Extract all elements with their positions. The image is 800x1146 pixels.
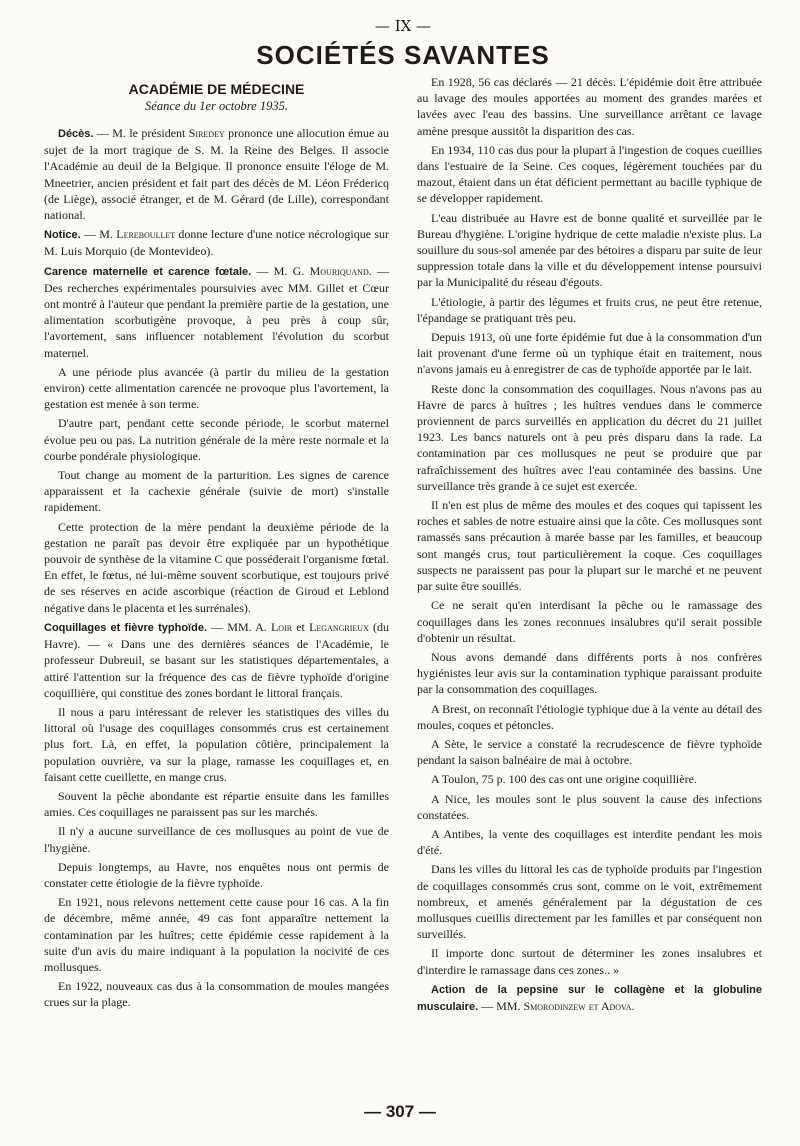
body-paragraph: En 1921, nous relevons nettement cette cause pour 16 cas. A la fin de décembre, même année, 49 cas font apparaître nettement la contamination par les huîtres; cette épidémie cesse rapidement à la suite d'un avis du maire indiquant à la population la nocivité de ces mollusques.	[44, 895, 389, 974]
body-paragraph: Souvent la pêche abondante est répartie ensuite dans les familles amies. Ces coquillages ne paraissent pas sur les marchés.	[44, 788, 389, 820]
body-paragraph: A Toulon, 75 p. 100 des cas ont une origine coquillière.	[431, 772, 697, 787]
body-paragraph: Il nous a paru intéressant de relever les statistiques des villes du littoral où l'usage des coquillages consommés crus est certainement plus fort. Là, en effet, la population côtière, principalement la population ouvrière, va sur la plage, ramasse les coquillages et, en faisant cette cueillette, en mange crus.	[44, 704, 389, 784]
academy-heading: ACADÉMIE DE MÉDECINE	[128, 81, 305, 97]
body-paragraph: A une période plus avancée (à partir du milieu de la gestation environ) cette alimentation carencée ne provoque plus l'avortement, la gestation est menée à son terme.	[44, 364, 389, 412]
coquillages-heading: Coquillages et fièvre typhoïde.	[44, 621, 207, 634]
body-paragraph: Depuis longtemps, au Havre, nos enquêtes nous ont permis de constater cette étiologie de la fièvre typhoïde.	[44, 859, 389, 890]
person-name: Legangrieux	[309, 619, 369, 634]
coquillages-paragraph: Coquillages et fièvre typhoïde. — MM. A. Loir et Legangrieux (du Havre). — « Dans une des dernières séances de l'Académie, le professeur Dubreuil, se basant sur les statistiques départementales, a attiré l'attention sur la fréquence des cas de fièvre typhoïde d'origine coquillière, qui constitue des zones bordant le littoral français.	[44, 619, 389, 700]
body-paragraph: Ce ne serait qu'en interdisant la pêche ou le ramassage des coquillages dans les zones reconnues insalubres qu'il serait possible d'obtenir un résultat.	[417, 598, 762, 645]
body-paragraph: L'eau distribuée au Havre est de bonne qualité et surveillée par le Bureau d'hygiène. L'origine hydrique de cette maladie n'existe plus. La souillure du sous-sol amenée par des bétoires a disparu par suite de leur suppression totale dans la ville et du développement intense poursuivi par la Municipalité du réseau d'égouts.	[417, 210, 762, 290]
body-paragraph: L'étiologie, à partir des légumes et fruits crus, ne peut être retenue, l'épandage se pratiquant très peu.	[417, 294, 762, 325]
body-paragraph: Cette protection de la mère pendant la deuxième période de la gestation ne paraît pas devoir être expliquée par un hypothétique pouvoir de synthèse de la vitamine C que posséderait l'organisme fœtal. En effet, le fœtus, né lui-même souvent scorbutique, est toujours privé de ses réserves en acide ascorbique (réaction de Giroud et Leblond négative dans le placenta et les surrénales).	[44, 519, 389, 615]
person-name: Smorodinzew et Adova.	[523, 998, 635, 1013]
body-paragraph: A Sète, le service a constaté la recrudescence de fièvre typhoïde pendant la saison balnéaire de mai à octobre.	[417, 736, 762, 768]
body-paragraph: Il n'y a aucune surveillance de ces mollusques au point de vue de l'hygiène.	[44, 824, 389, 855]
notice-heading: Notice.	[44, 229, 81, 242]
body-paragraph: Reste donc la consommation des coquillages. Nous n'avons pas au Havre de parcs à huîtres ; les huîtres vendues dans le commerce proviennent de parcs surveillés en application du décret du 21 juillet 1923. Les bancs naturels ont à peu près disparu dans la rade. La contamination par ces mollusques ne peut se produire que par rafraîchissement des huîtres avec l'eau contaminée des bassins. Une surveillance très grande à ce sujet est exercée.	[417, 381, 762, 493]
body-paragraph: Dans les villes du littoral les cas de typhoïde produits par l'ingestion de coquillages consommés crus sont, comme on le voit, extrêmement nombreux, et amenés généralement par la dégustation de ces mollusques cueillis directement par les familles et par conséquent non surveillés.	[417, 862, 762, 942]
body-paragraph: A Antibes, la vente des coquillages est interdite pendant les mois d'été.	[417, 826, 762, 858]
body-paragraph: En 1934, 110 cas dus pour la plupart à l'ingestion de coques cueillies dans l'estuaire de la Seine. Ces coques, légèrement touchées par du mazout, étaient dans un état déficient permettant au bacille typhique de se développer rapidement.	[417, 142, 762, 206]
person-name: Siredey	[188, 126, 225, 140]
section-title: SOCIÉTÉS SAVANTES	[256, 40, 550, 70]
deces-paragraph: Décès. — M. le président Siredey prononce une allocution émue au sujet de la mort tragique de S. M. la Reine des Belges. Il associe l'Académie au deuil de la Belgique. Il prononce ensuite l'éloge de M. Mneetrier, ancien président et fait part des décès de M. Léon Frédericq (de Liège), associé étranger, et de M. Gérard (de Lille), correspondant national.	[44, 126, 389, 223]
body-paragraph: A Nice, les moules sont le plus souvent la cause des infections constatées.	[417, 791, 762, 822]
person-name: Mouriquand.	[309, 263, 372, 278]
body-paragraph: Depuis 1913, où une forte épidémie fut due à la consommation d'un lait provenant d'une ferme où un typhique était en traitement, nous n'avons jamais eu à enregistrer de cas de typhoïde apportée par le lait.	[417, 330, 762, 377]
right-column	[417, 74, 762, 1018]
body-paragraph: Nous avons demandé dans différents ports à nos confrères hygiénistes leur avis sur la contamination typhique paraissant produite par la consommation des coquillages.	[417, 649, 762, 697]
body-paragraph: D'autre part, pendant cette seconde période, le scorbut maternel évolue peu ou pas. La nutrition générale de la mère reste normale et la courbe pondérale physiologique.	[44, 416, 389, 463]
body-paragraph: Il importe donc surtout de déterminer les zones insalubres et d'interdire le ramassage dans ces zones.. »	[417, 946, 762, 977]
session-date: Séance du 1er octobre 1935.	[145, 99, 288, 113]
person-name: Loir	[270, 619, 293, 634]
carence-heading: Carence maternelle et carence fœtale.	[44, 265, 252, 278]
page-number: — 307 —	[364, 1102, 436, 1121]
roman-folio: — IX —	[374, 17, 432, 35]
action-paragraph: Action de la pepsine sur le collagène et la globuline musculaire. — MM. Smorodinzew et Adova.	[417, 983, 762, 1013]
left-column	[44, 74, 389, 1018]
person-name: Lereboullet	[116, 227, 176, 242]
body-paragraph: En 1922, nouveaux cas dus à la consommation de moules mangées crues sur la plage.	[44, 979, 389, 1010]
body-paragraph: En 1928, 56 cas déclarés — 21 décès. L'épidémie doit être attribuée au lavage des moules apportées au moment des grandes marées et lavées avec l'eau des bassins. Une surveillance arrêtant ce lavage amène presque aussitôt la disparition des cas.	[417, 75, 762, 138]
deces-heading: Décès.	[58, 128, 94, 140]
body-paragraph: Il n'en est plus de même des moules et des coques qui tapissent les roches et sables de notre estuaire ainsi que la côte. Ces mollusques sont ramassés sans précaution à marée basse par les familles, et beaucoup sont mangés crus, tout particulièrement la coque. Ces coquillages suspects ne paraissent pas pour la plupart sur le marché et ne peuvent par suite être souillés.	[417, 498, 762, 594]
two-columns	[44, 74, 762, 1018]
action-heading: Action de la pepsine sur le collagène et la globuline musculaire.	[417, 983, 762, 1013]
body-paragraph: Tout change au moment de la parturition. Les signes de carence apparaissent et la cachexie générale (suivie de mort) s'installe rapidement.	[44, 468, 389, 515]
body-paragraph: A Brest, on reconnaît l'étiologie typhique due à la vente au détail des moules, coques et pétoncles.	[417, 701, 762, 732]
notice-paragraph: Notice. — M. Lereboullet donne lecture d'une notice nécrologique sur M. Luis Morquio (de Montevideo).	[44, 227, 389, 259]
carence-paragraph: Carence maternelle et carence fœtale. — M. G. Mouriquand. — Des recherches expérimentales poursuivies avec MM. Gillet et Cœur ont montré à l'auteur que pendant la première partie de la gestation, une alimentation scorbutigène provoque, à peu près à coup sûr, l'avortement, sans influencer notablement l'évolution du scorbut maternel.	[44, 263, 390, 360]
